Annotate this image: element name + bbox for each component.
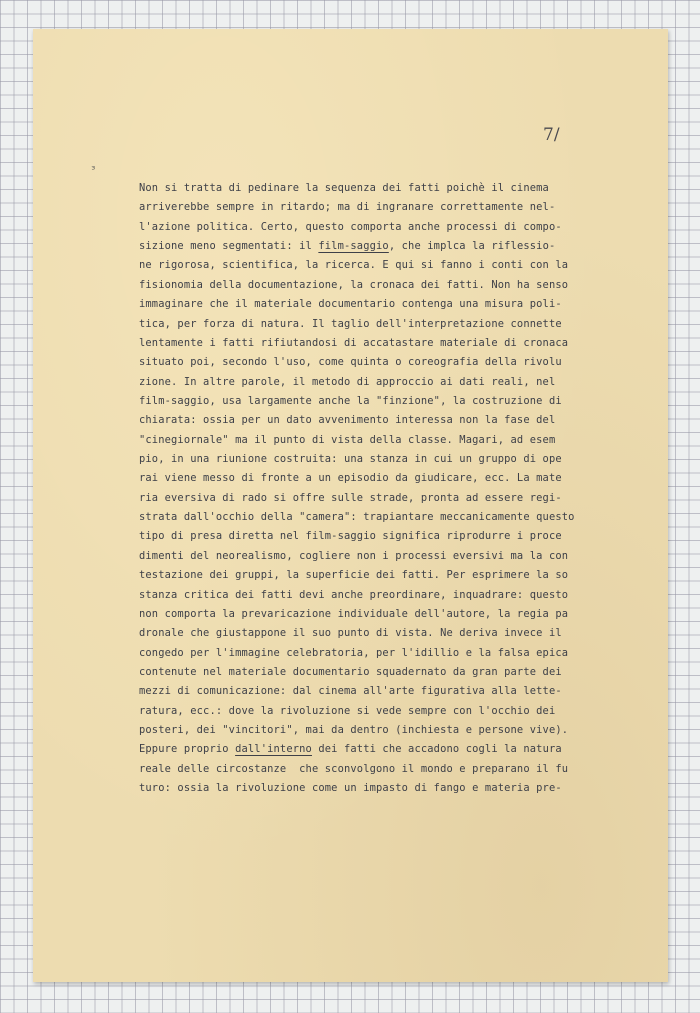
typewritten-page [33,29,668,982]
text-line [139,624,699,643]
line-segment: sizione meno segmentati: il [139,240,319,253]
text-line [139,682,699,701]
text-line [139,373,699,392]
line-segment: arriverebbe sempre in ritardo; ma di ingranare correttamente nel- [139,201,556,214]
text-line [139,527,699,546]
text-line [139,663,699,682]
line-segment: non comporta la prevaricazione individuale dell'autore, la regia pa [139,607,569,620]
text-line [139,179,699,198]
line-segment: fisionomia della documentazione, la cronaca dei fatti. Non ha senso [139,278,569,291]
line-segment: immaginare che il materiale documentario contenga una misura poli- [139,298,562,311]
text-line [139,508,699,527]
page-number: 7/ [543,125,560,145]
text-line [139,489,699,508]
line-segment: ratura, ecc.: dove la rivoluzione si vede sempre con l'occhio dei [139,704,556,717]
text-line [139,760,699,779]
text-line [139,353,699,372]
line-segment: strata dall'occhio della "camera": trapiantare meccanicamente questo [139,511,575,524]
text-line [139,566,699,585]
line-segment: contenute nel materiale documentario squadernato da gran parte dei [139,665,562,678]
text-line [139,721,699,740]
line-segment: l'azione politica. Certo, questo comporta anche processi di compo- [139,220,562,233]
line-segment: film-saggio, usa largamente anche la "finzione", la costruzione di [139,394,562,407]
text-line [139,779,699,798]
underlined-term: dall'interno [235,743,312,756]
line-segment: posteri, dei "vincitori", mai da dentro (inchiesta e persone vive). [139,724,569,737]
line-segment: stanza critica dei fatti devi anche preordinare, inquadrare: questo [139,588,569,601]
line-segment: chiarata: ossia per un dato avvenimento interessa non la fase del [139,414,556,427]
text-line [139,547,699,566]
body-text [139,179,699,799]
text-line [139,431,699,450]
text-line [139,411,699,430]
underlined-term: film-saggio [318,240,389,253]
line-segment: dei fatti che accadono cogli la natura [311,743,562,756]
text-line [139,586,699,605]
line-segment: testazione dei gruppi, la superficie dei fatti. Per esprimere la so [139,569,569,582]
text-line [139,198,699,217]
line-segment: rai viene messo di fronte a un episodio da giudicare, ecc. La mate [139,472,562,485]
line-segment: Non si tratta di pedinare la sequenza dei fatti poichè il cinema [139,182,549,194]
text-line [139,392,699,411]
text-line [139,237,699,256]
line-segment: , che implca la riflessio- [388,240,556,253]
text-line [139,702,699,721]
line-segment: lentamente i fatti rifiutandosi di accatastare materiale di cronaca [139,336,569,349]
line-segment: situato poi, secondo l'uso, come quinta o coreografia della rivolu [139,356,562,369]
text-line [139,334,699,353]
line-segment: tipo di presa diretta nel film-saggio significa riprodurre i proce [139,530,562,543]
line-segment: pio, in una riunione costruita: una stanza in cui un gruppo di ope [139,453,562,466]
line-segment: ria eversiva di rado si offre sulle strade, pronta ad essere regi- [139,491,562,504]
text-line [139,276,699,295]
line-segment: reale delle circostanze che sconvolgono il mondo e preparano il fu [139,762,569,775]
text-line [139,740,699,759]
text-line [139,644,699,663]
text-line [139,315,699,334]
line-segment: ne rigorosa, scientifica, la ricerca. E qui si fanno i conti con la [139,259,569,272]
line-segment: zione. In altre parole, il metodo di approccio ai dati reali, nel [139,375,556,388]
line-segment: dronale che giustappone il suo punto di vista. Ne deriva invece il [139,627,562,640]
line-segment: Eppure proprio [139,743,236,756]
text-line [139,256,699,275]
line-segment: mezzi di comunicazione: dal cinema all'arte figurativa alla lette- [139,685,562,698]
text-line [139,605,699,624]
text-line [139,450,699,469]
text-line [139,295,699,314]
margin-mark: ᵌ [90,163,97,176]
line-segment: turo: ossia la rivoluzione come un impasto di fango e materia pre- [139,782,562,795]
text-line [139,218,699,237]
line-segment: congedo per l'immagine celebratoria, per l'idillio e la falsa epica [139,646,569,659]
line-segment: dimenti del neorealismo, cogliere non i processi eversivi ma la con [139,549,569,562]
line-segment: tica, per forza di natura. Il taglio dell'interpretazione connette [139,317,562,330]
line-segment: "cinegiornale" ma il punto di vista della classe. Magari, ad esem [139,433,556,446]
text-line [139,469,699,488]
